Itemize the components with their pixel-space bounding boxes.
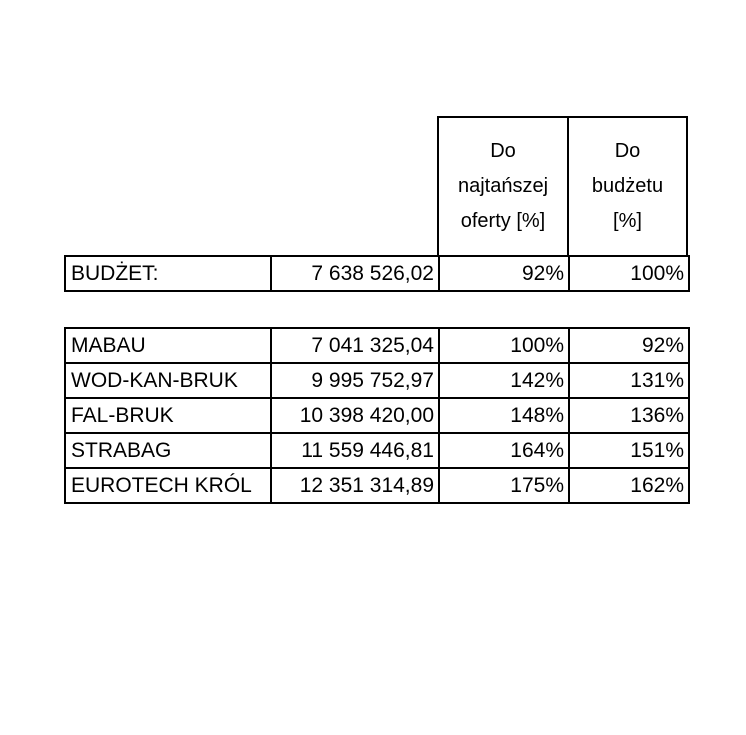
bid-pct-cheapest: 164% [439,433,569,468]
budget-pct-budget: 100% [569,256,689,291]
header-budget [567,116,688,257]
bid-amount: 11 559 446,81 [271,433,439,468]
budget-label: BUDŻET: [65,256,271,291]
bid-pct-budget: 136% [569,398,689,433]
table-row [65,468,689,503]
budget-pct-cheapest: 92% [439,256,569,291]
bid-pct-budget: 151% [569,433,689,468]
header-cheapest-offer-text: Do najtańszej oferty [%] [457,140,549,232]
bid-name: FAL-BRUK [65,398,271,433]
bid-pct-cheapest: 175% [439,468,569,503]
bid-name: STRABAG [65,433,271,468]
budget-table [64,255,690,292]
bid-name: WOD-KAN-BRUK [65,363,271,398]
bid-pct-budget: 162% [569,468,689,503]
bids-table [64,327,690,504]
bid-pct-cheapest: 148% [439,398,569,433]
table-row [65,398,689,433]
budget-amount: 7 638 526,02 [271,256,439,291]
bid-pct-cheapest: 100% [439,328,569,363]
bid-name: MABAU [65,328,271,363]
table-row [65,433,689,468]
bid-name: EUROTECH KRÓL [65,468,271,503]
bid-amount: 9 995 752,97 [271,363,439,398]
bid-amount: 10 398 420,00 [271,398,439,433]
bid-pct-cheapest: 142% [439,363,569,398]
table-row [65,363,689,398]
bid-amount: 12 351 314,89 [271,468,439,503]
bid-pct-budget: 92% [569,328,689,363]
header-cheapest-offer [437,116,569,257]
table-row [65,328,689,363]
bid-amount: 7 041 325,04 [271,328,439,363]
header-budget-text: Do budżetu [%] [591,140,664,232]
bid-pct-budget: 131% [569,363,689,398]
budget-row [65,256,689,291]
